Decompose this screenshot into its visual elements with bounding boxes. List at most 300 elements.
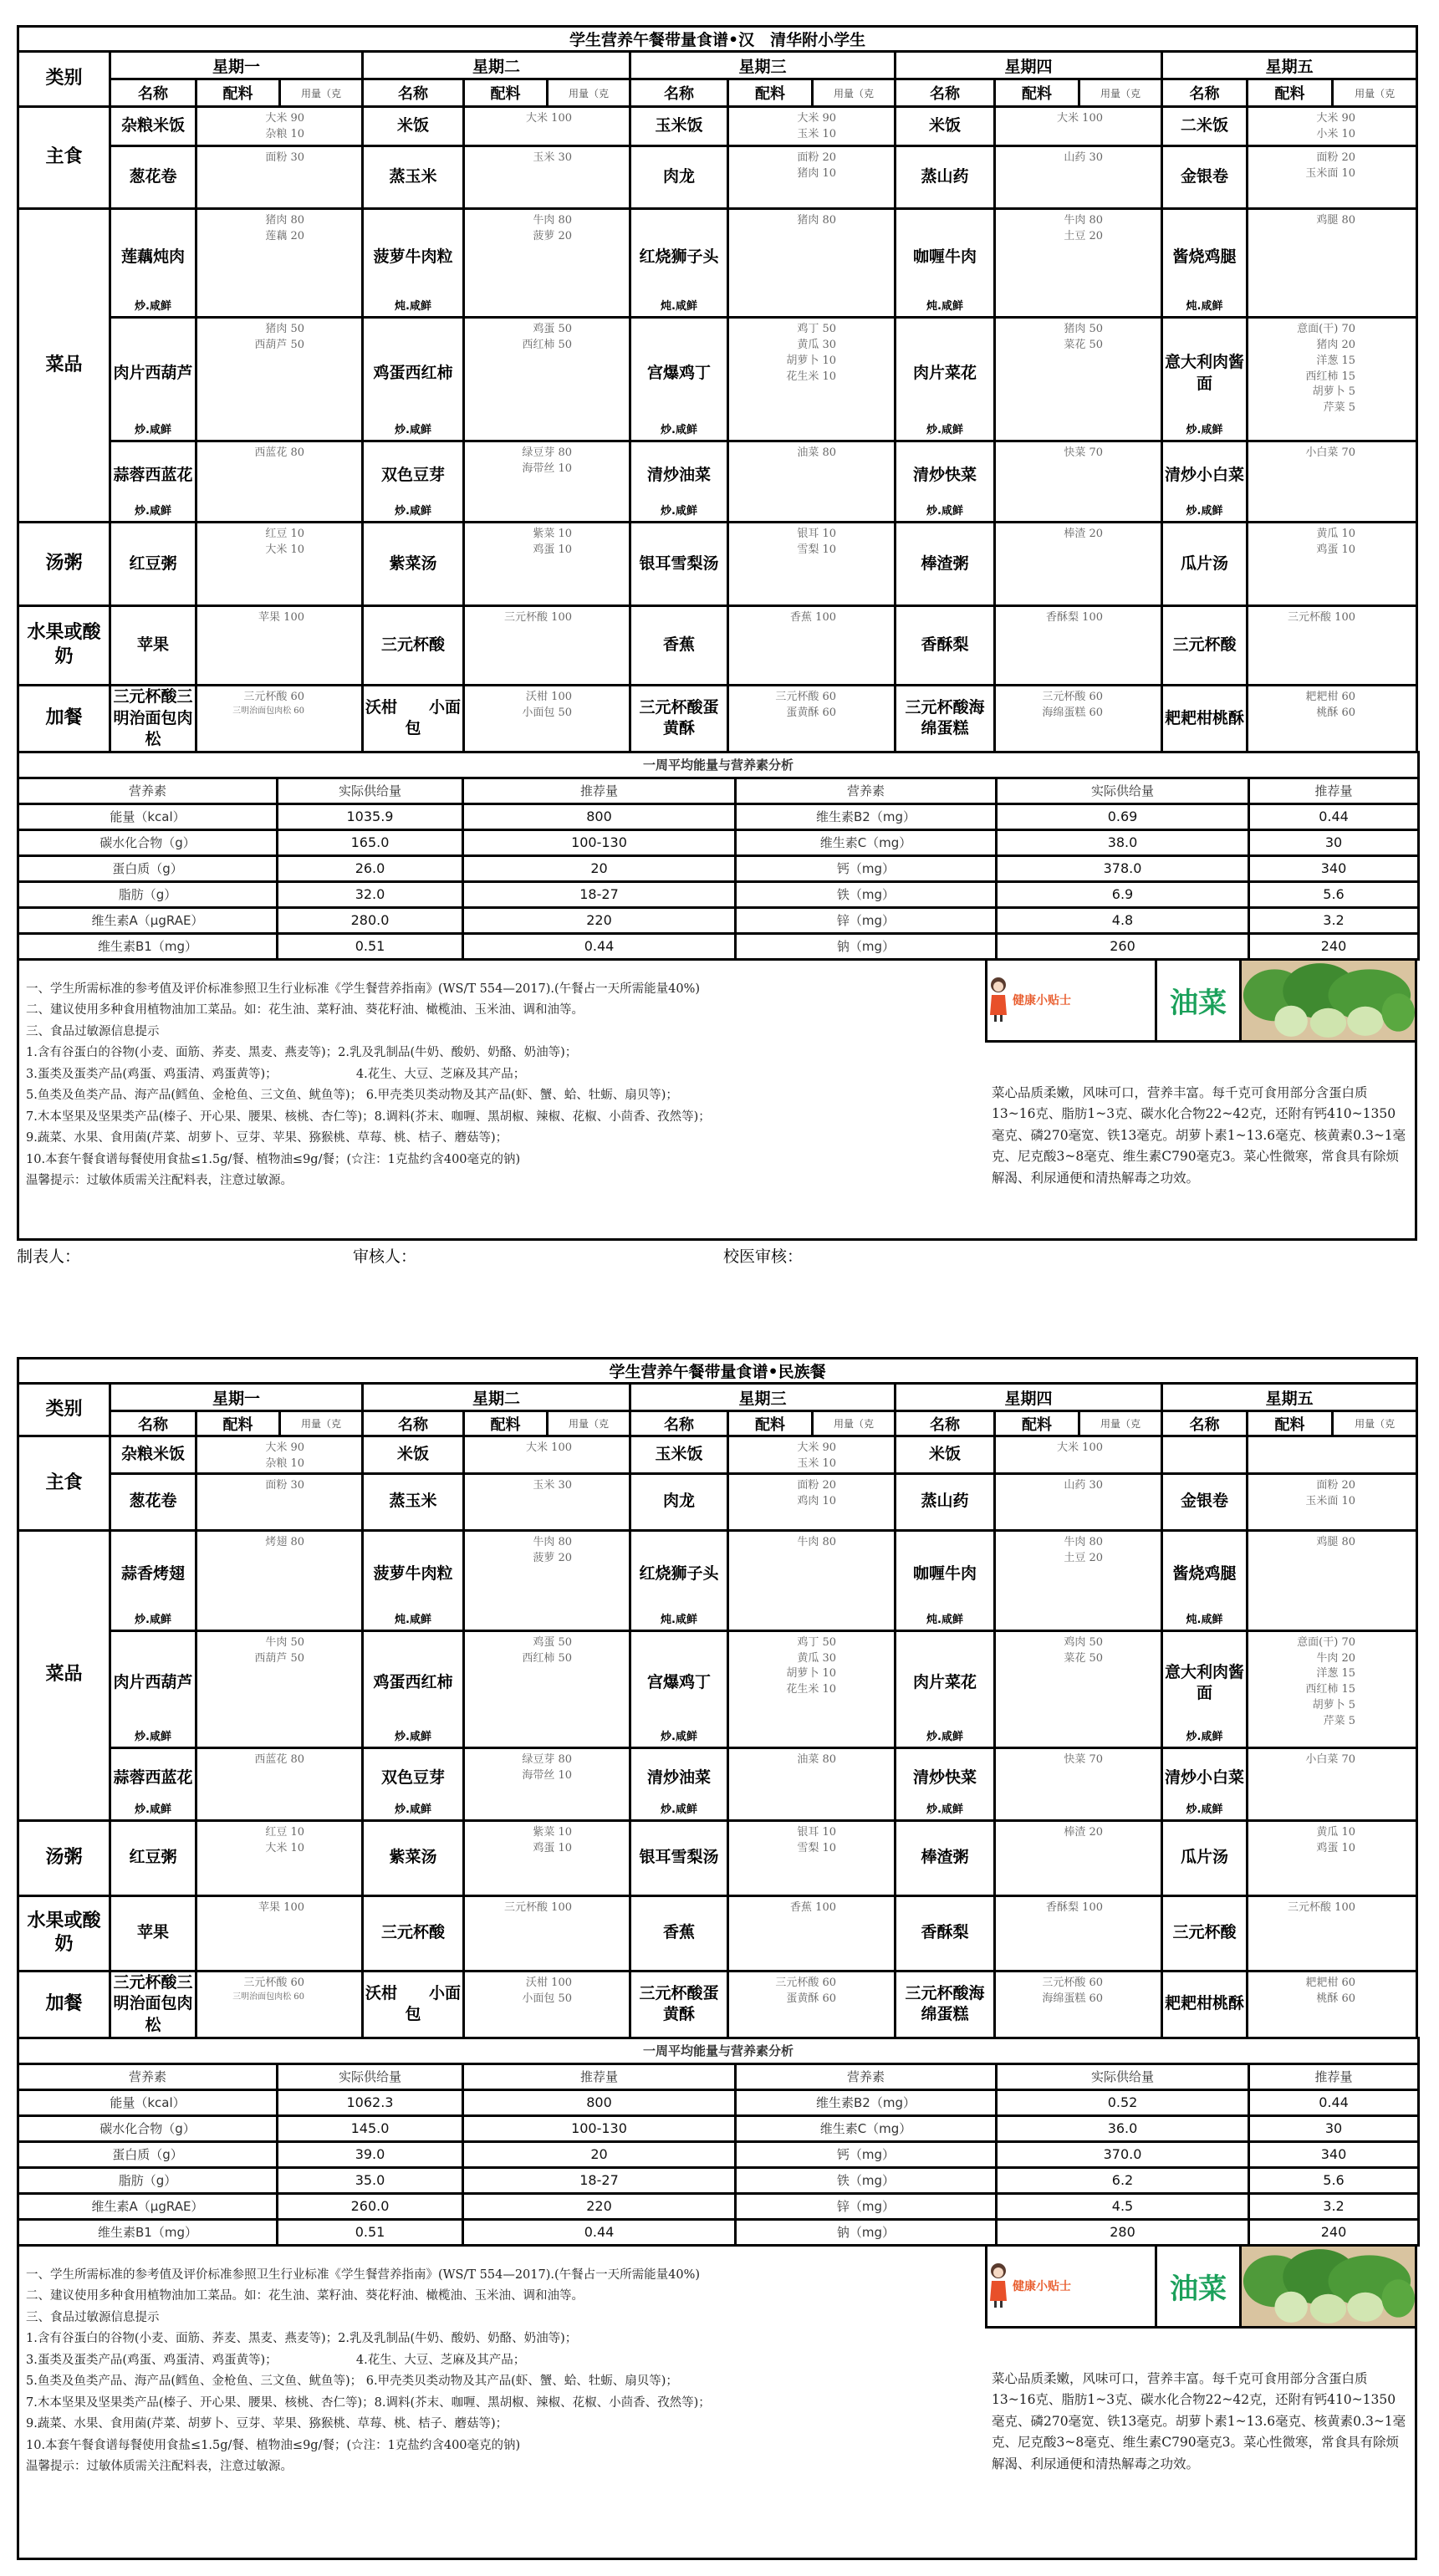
dish-cell	[1162, 686, 1248, 752]
category-label: 汤粥	[18, 1820, 110, 1895]
dish-name: 肉片西葫芦	[113, 1673, 193, 1692]
ingredient-item: 大米 10	[265, 543, 304, 556]
cooking-method: 炒.咸鲜	[395, 1803, 431, 1817]
nutrition-row	[18, 2089, 1419, 2115]
ingredient-cell	[1248, 1473, 1417, 1530]
ingredient-cell	[196, 318, 363, 441]
name-header: 名称	[896, 1411, 995, 1436]
ingredient-item: 面粉 30	[265, 1478, 304, 1492]
ingredient-cell	[196, 606, 363, 686]
ingredient-item: 面粉 20	[797, 151, 836, 164]
ingredient-item: 棒渣 20	[1064, 1825, 1103, 1839]
menu-sheet-ethnic	[17, 1357, 1417, 2560]
ingredient-cell	[464, 209, 630, 318]
ingredient-item: 西蓝花 80	[254, 1752, 304, 1766]
cooking-method: 炒.咸鲜	[395, 424, 431, 437]
note-line: 9.蔬菜、水果、食用菌(芹菜、胡萝卜、豆芽、苹果、猕猴桃、草莓、桃、桔子、蘑菇等)；	[26, 2417, 508, 2431]
day-header: 星期一	[110, 1384, 363, 1411]
ingredient-header: 配料	[728, 1411, 813, 1436]
actual-value: 6.9	[997, 881, 1249, 907]
nutrient-name: 维生素A（μgRAE）	[18, 907, 278, 933]
amount-header: 用量（克	[813, 79, 896, 107]
ingredient-item: 牛肉 20	[1316, 1651, 1355, 1665]
dish-cell	[630, 1530, 728, 1630]
dish-cell	[896, 606, 995, 686]
ingredient-item: 三元杯酸 60	[1042, 691, 1103, 703]
dish-cell	[363, 1473, 464, 1530]
ingredient-cell	[196, 107, 363, 146]
amount-header: 用量（克	[548, 79, 630, 107]
nutrient-name: 脂肪（g）	[18, 2167, 278, 2193]
nutrient-name: 钠（mg）	[736, 2219, 997, 2245]
category-label: 菜品	[18, 209, 110, 523]
dish-name: 双色豆芽	[380, 1767, 445, 1787]
day-header-row	[18, 52, 1417, 79]
dish-cell	[110, 146, 196, 209]
dish-cell	[363, 1436, 464, 1474]
recommended-value: 30	[1249, 829, 1419, 855]
dish-cell	[110, 1530, 196, 1630]
dish-cell	[110, 318, 196, 441]
nutrition-header: 实际供给量	[278, 2063, 463, 2089]
ingredient-header: 配料	[995, 79, 1079, 107]
name-header: 名称	[1162, 1411, 1248, 1436]
ingredient-cell	[1248, 1436, 1417, 1474]
ingredient-cell	[196, 1820, 363, 1895]
recommended-value: 340	[1249, 855, 1419, 881]
ingredient-item: 牛肉 80	[1064, 214, 1103, 227]
tip-header	[985, 958, 1415, 1043]
dish-name: 红豆粥	[129, 1848, 177, 1867]
nutrient-name: 能量（kcal）	[18, 2089, 278, 2115]
menu-row	[18, 1530, 1417, 1630]
title-row	[18, 1359, 1417, 1384]
cooking-method: 炖.咸鲜	[1186, 300, 1223, 314]
ingredient-item: 绿豆芽 80	[522, 446, 572, 459]
actual-value: 280	[997, 2219, 1249, 2245]
dish-cell	[1162, 1630, 1248, 1747]
ingredient-item: 西红柿 15	[1305, 370, 1355, 383]
ingredient-cell	[1248, 1971, 1417, 2038]
dish-cell	[630, 1895, 728, 1971]
cooking-method: 炒.咸鲜	[395, 505, 431, 518]
ingredient-cell	[728, 1530, 896, 1630]
ingredient-item: 耙耙柑 60	[1305, 1976, 1355, 1989]
ingredient-cell	[995, 1971, 1162, 2038]
dish-cell	[1162, 1971, 1248, 2038]
day-header: 星期一	[110, 52, 363, 79]
cooking-method: 炒.咸鲜	[1186, 505, 1223, 518]
dish-cell	[1162, 146, 1248, 209]
ingredient-item: 玉米面 10	[1305, 166, 1355, 180]
nutrient-name: 维生素B1（mg）	[18, 933, 278, 959]
tip-header	[985, 2244, 1415, 2329]
dish-cell	[1162, 1473, 1248, 1530]
ingredient-item: 胡萝卜 5	[1312, 1699, 1355, 1712]
dish-cell	[896, 146, 995, 209]
ingredient-item: 西红柿 15	[1305, 1683, 1355, 1696]
ingredient-item: 桃酥 60	[1316, 1992, 1355, 2005]
ingredient-item: 黄瓜 30	[797, 338, 836, 351]
nutrient-name: 脂肪（g）	[18, 881, 278, 907]
dish-cell	[630, 1747, 728, 1820]
recommended-value: 5.6	[1249, 2167, 1419, 2193]
menu-row	[18, 107, 1417, 146]
ingredient-item: 三元杯酸 60	[1042, 1976, 1103, 1989]
vegetable-photo	[1242, 961, 1415, 1040]
health-tip-logo	[987, 2247, 1157, 2326]
nutrient-name: 铁（mg）	[736, 2167, 997, 2193]
recommended-value: 20	[463, 2141, 736, 2167]
category-label: 主食	[18, 1436, 110, 1531]
name-header: 名称	[630, 79, 728, 107]
ingredient-cell	[728, 606, 896, 686]
ingredient-item: 土豆 20	[1064, 1551, 1103, 1564]
ingredient-item: 西葫芦 50	[254, 1651, 304, 1665]
menu-row	[18, 1971, 1417, 2038]
ingredient-item: 海带丝 10	[522, 462, 572, 475]
dish-name: 二米饭	[1180, 116, 1228, 135]
dish-name: 宫爆鸡丁	[646, 363, 711, 382]
ingredient-item: 玉米面 10	[1305, 1494, 1355, 1507]
ingredient-item: 三元杯酸 100	[1288, 611, 1355, 624]
dish-name: 三元杯酸	[380, 635, 445, 655]
category-header: 类别	[18, 1384, 110, 1436]
nutrition-header: 推荐量	[1249, 2063, 1419, 2089]
cooking-method: 炖.咸鲜	[661, 300, 697, 314]
recommended-value: 0.44	[1249, 2089, 1419, 2115]
actual-value: 1035.9	[278, 803, 463, 829]
dish-cell	[110, 107, 196, 146]
dish-name: 紫菜汤	[389, 1848, 437, 1867]
ingredient-cell	[995, 146, 1162, 209]
ingredient-cell	[464, 1971, 630, 2038]
ingredient-cell	[196, 1895, 363, 1971]
dish-cell	[1162, 107, 1248, 146]
category-label: 水果或酸奶	[18, 606, 110, 686]
ingredient-item: 土豆 20	[1064, 229, 1103, 242]
ingredient-cell	[995, 1530, 1162, 1630]
vegetable-description: 菜心品质柔嫩，风味可口，营养丰富。每千克可食用部分含蛋白质13~16克、脂肪1~3克、碳水化合物22~42克，还附有钙410~1350毫克、磷270毫宽、铁13毫克。胡萝卜素1~13.6毫克、核黄素0.3~1毫克、尼克酸3~8毫克、维生素C790毫克3。菜心性微寒，常食具有除烦解渴、利尿通便和清热解毒之功效。	[992, 2370, 1406, 2471]
dish-cell	[1162, 1436, 1248, 1474]
recommended-value: 800	[463, 803, 736, 829]
ingredient-item: 三元杯酸 60	[775, 691, 836, 703]
ingredient-item: 菠萝 20	[533, 1551, 572, 1564]
nutrition-row	[18, 2219, 1419, 2245]
dish-cell	[363, 606, 464, 686]
recommended-value: 800	[463, 2089, 736, 2115]
day-header: 星期四	[896, 1384, 1162, 1411]
recommended-value: 20	[463, 855, 736, 881]
ingredient-item: 香蕉 100	[790, 611, 836, 624]
ingredient-item: 大米 100	[526, 112, 572, 125]
nutrition-title-row	[18, 2038, 1419, 2063]
note-line: 三、食品过敏源信息提示	[26, 2310, 160, 2324]
cooking-method: 炖.咸鲜	[926, 1614, 963, 1627]
note-line: 3.蛋类及蛋类产品(鸡蛋、鸡蛋清、鸡蛋黄等)； 4.花生、大豆、芝麻及其产品；	[26, 2353, 526, 2367]
dish-name: 咖喱牛肉	[912, 247, 977, 266]
dish-cell	[110, 441, 196, 523]
dish-cell	[110, 1436, 196, 1474]
dish-cell	[896, 1473, 995, 1530]
health-tip-logo-text: 健康小贴士	[1013, 2280, 1071, 2294]
ingredient-item: 大米 90	[797, 112, 836, 125]
ingredient-item: 面粉 20	[797, 1478, 836, 1492]
ingredient-item: 香酥梨 100	[1046, 611, 1103, 624]
dish-name: 棒渣粥	[921, 1848, 969, 1867]
dish-name: 清炒小白菜	[1165, 466, 1245, 485]
ingredient-item: 紫菜 10	[533, 528, 572, 540]
dish-cell	[110, 1971, 196, 2038]
amount-header: 用量（克	[1079, 79, 1162, 107]
ingredient-item: 鸡肉 10	[797, 1494, 836, 1507]
maker-label: 制表人：	[17, 1247, 81, 1266]
allergen-notes	[19, 2247, 985, 2558]
nutrition-row	[18, 907, 1419, 933]
ingredient-cell	[1248, 1747, 1417, 1820]
health-tip-logo-text: 健康小贴士	[1013, 994, 1071, 1008]
nutrition-header-row	[18, 2063, 1419, 2089]
cooking-method: 炖.咸鲜	[395, 300, 431, 314]
nutrition-row	[18, 803, 1419, 829]
dish-cell	[630, 318, 728, 441]
nutrition-table	[17, 2037, 1420, 2247]
menu-title: 学生营养午餐带量食谱•民族餐	[18, 1359, 1417, 1384]
nutrient-name: 维生素B1（mg）	[18, 2219, 278, 2245]
ingredient-cell	[728, 318, 896, 441]
featured-vegetable-name: 油菜	[1157, 961, 1242, 1040]
ingredient-item: 大米 90	[265, 112, 304, 125]
day-header: 星期二	[363, 52, 630, 79]
cooking-method: 炒.咸鲜	[926, 1731, 963, 1744]
ingredient-item: 三元杯酸 100	[504, 611, 572, 624]
category-label: 加餐	[18, 1971, 110, 2038]
ingredient-item: 杂粮 10	[265, 127, 304, 140]
dish-name: 苹果	[136, 1923, 169, 1942]
nutrient-name: 维生素C（mg）	[736, 829, 997, 855]
name-header: 名称	[1162, 79, 1248, 107]
dish-name: 耙耙柑桃酥	[1165, 708, 1245, 727]
menu-row	[18, 209, 1417, 318]
ingredient-item: 鸡蛋 50	[533, 323, 572, 335]
ingredient-item: 鸡腿 80	[1316, 1535, 1355, 1548]
ingredient-cell	[728, 1436, 896, 1474]
category-label: 主食	[18, 107, 110, 209]
dish-cell	[896, 1436, 995, 1474]
menu-row	[18, 523, 1417, 606]
ingredient-item: 三明治面包肉松 60	[232, 1992, 304, 2002]
nutrient-name: 钠（mg）	[736, 933, 997, 959]
note-line: 5.鱼类及鱼类产品、海产品(鳕鱼、金枪鱼、三文鱼、鱿鱼等)； 6.甲壳类贝类动物及其产品(虾、蟹、蛤、牡蛎、扇贝等)；	[26, 2375, 678, 2389]
dish-cell	[363, 523, 464, 606]
dish-name: 红烧狮子头	[639, 247, 719, 266]
dish-cell	[896, 523, 995, 606]
ingredient-item: 花生米 10	[786, 1683, 836, 1696]
dish-name: 三元杯酸	[1172, 635, 1237, 655]
cooking-method: 炒.咸鲜	[135, 505, 171, 518]
ingredient-item: 桃酥 60	[1316, 706, 1355, 719]
ingredient-cell	[1248, 209, 1417, 318]
amount-header: 用量（克	[1079, 1411, 1162, 1436]
dish-name: 三元杯酸海绵蛋糕	[905, 697, 985, 738]
ingredient-item: 鸡蛋 10	[533, 543, 572, 556]
nutrient-name: 维生素B2（mg）	[736, 803, 997, 829]
recommended-value: 0.44	[1249, 803, 1419, 829]
dish-cell	[630, 1473, 728, 1530]
dish-cell	[896, 209, 995, 318]
dish-cell	[896, 318, 995, 441]
dish-name: 沃柑 小面包	[365, 1983, 462, 2024]
ingredient-item: 菜花 50	[1064, 338, 1103, 351]
category-label: 菜品	[18, 1530, 110, 1820]
ingredient-item: 耙耙柑 60	[1305, 691, 1355, 703]
ingredient-item: 绿豆芽 80	[522, 1752, 572, 1766]
ingredient-item: 小面包 50	[522, 1992, 572, 2005]
nutrition-header: 推荐量	[463, 2063, 736, 2089]
dish-name: 三元杯酸三明治面包肉松	[113, 1972, 193, 2034]
dish-name: 宫爆鸡丁	[646, 1673, 711, 1692]
dish-cell	[110, 606, 196, 686]
ingredient-cell	[995, 1820, 1162, 1895]
ingredient-cell	[728, 1971, 896, 2038]
ingredient-cell	[995, 209, 1162, 318]
dish-name: 银耳雪梨汤	[639, 553, 719, 573]
menu-row	[18, 606, 1417, 686]
actual-value: 39.0	[278, 2141, 463, 2167]
day-header: 星期三	[630, 1384, 896, 1411]
ingredient-item: 大米 100	[1057, 112, 1103, 125]
ingredient-item: 意面(干) 70	[1297, 323, 1355, 335]
nutrient-name: 碳水化合物（g）	[18, 2115, 278, 2141]
note-line: 二、建议使用多种食用植物油加工菜品。如：花生油、菜籽油、葵花籽油、橄榄油、玉米油、调和油等。	[26, 1003, 584, 1018]
amount-header: 用量（克	[813, 1411, 896, 1436]
cooking-method: 炒.咸鲜	[135, 1803, 171, 1817]
dish-name: 玉米饭	[655, 116, 703, 135]
ingredient-item: 三元杯酸 100	[1288, 1900, 1355, 1914]
ingredient-item: 牛肉 80	[1064, 1535, 1103, 1548]
ingredient-cell	[728, 107, 896, 146]
actual-value: 4.5	[997, 2193, 1249, 2219]
allergen-notes	[19, 961, 985, 1238]
ingredient-item: 快菜 70	[1064, 446, 1103, 459]
ingredient-item: 牛肉 50	[265, 1635, 304, 1649]
dish-name: 苹果	[136, 635, 169, 655]
ingredient-cell	[464, 1747, 630, 1820]
ingredient-item: 雪梨 10	[797, 1841, 836, 1854]
ingredient-cell	[995, 686, 1162, 752]
nutrition-row	[18, 2193, 1419, 2219]
ingredient-cell	[196, 1436, 363, 1474]
ingredient-item: 鸡蛋 10	[1316, 1841, 1355, 1854]
dish-cell	[363, 1971, 464, 2038]
nutrient-name: 维生素A（μgRAE）	[18, 2193, 278, 2219]
dish-cell	[896, 107, 995, 146]
dish-cell	[363, 1820, 464, 1895]
dish-cell	[363, 209, 464, 318]
ingredient-item: 三明治面包肉松 60	[232, 706, 304, 716]
signature-row	[17, 1244, 1020, 1269]
ingredient-item: 海绵蛋糕 60	[1042, 706, 1103, 719]
dish-name: 瓜片汤	[1180, 553, 1228, 573]
ingredient-item: 油菜 80	[797, 1752, 836, 1766]
ingredient-item: 海绵蛋糕 60	[1042, 1992, 1103, 2005]
ingredient-item: 蛋黄酥 60	[786, 706, 836, 719]
nutrition-table	[17, 751, 1420, 961]
menu-row	[18, 1895, 1417, 1971]
ingredient-item: 三元杯酸 60	[775, 1976, 836, 1989]
dish-cell	[363, 1530, 464, 1630]
ingredient-cell	[464, 1436, 630, 1474]
cooking-method: 炒.咸鲜	[135, 1614, 171, 1627]
recommended-value: 30	[1249, 2115, 1419, 2141]
nutrition-header: 营养素	[18, 778, 278, 803]
dish-name: 蒜香烤翅	[120, 1564, 185, 1584]
dish-name: 双色豆芽	[380, 466, 445, 485]
ingredient-cell	[728, 146, 896, 209]
ingredient-header: 配料	[728, 79, 813, 107]
ingredient-cell	[995, 606, 1162, 686]
notes-section	[17, 2247, 1417, 2560]
ingredient-cell	[196, 146, 363, 209]
cooking-method: 炒.咸鲜	[1186, 1731, 1223, 1744]
note-line: 三、食品过敏源信息提示	[26, 1024, 160, 1038]
dish-cell	[110, 1895, 196, 1971]
dish-name: 清炒油菜	[646, 466, 711, 485]
ingredient-cell	[196, 1473, 363, 1530]
ingredient-item: 猪肉 80	[797, 214, 836, 227]
amount-header: 用量（克	[548, 1411, 630, 1436]
bok-choy-image	[1242, 961, 1415, 1040]
menu-row	[18, 686, 1417, 752]
dish-cell	[363, 1747, 464, 1820]
dish-cell	[1162, 441, 1248, 523]
nutrient-name: 蛋白质（g）	[18, 2141, 278, 2167]
ingredient-item: 西葫芦 50	[254, 338, 304, 351]
cooking-method: 炒.咸鲜	[135, 424, 171, 437]
ingredient-cell	[464, 1820, 630, 1895]
note-line: 二、建议使用多种食用植物油加工菜品。如：花生油、菜籽油、葵花籽油、橄榄油、玉米油、调和油等。	[26, 2289, 584, 2303]
dish-cell	[630, 523, 728, 606]
ingredient-item: 大米 90	[1316, 112, 1355, 125]
ingredient-item: 红豆 10	[265, 528, 304, 540]
ingredient-item: 红豆 10	[265, 1825, 304, 1839]
ingredient-cell	[464, 523, 630, 606]
ingredient-item: 苹果 100	[258, 1900, 304, 1914]
dish-name: 三元杯酸	[1172, 1923, 1237, 1942]
dish-cell	[110, 1820, 196, 1895]
ingredient-item: 牛肉 80	[533, 214, 572, 227]
ingredient-cell	[995, 441, 1162, 523]
dish-cell	[363, 1630, 464, 1747]
ingredient-item: 猪肉 80	[265, 214, 304, 227]
ingredient-cell	[728, 441, 896, 523]
nutrition-header: 实际供给量	[997, 778, 1249, 803]
dish-cell	[630, 686, 728, 752]
dish-cell	[630, 1436, 728, 1474]
dish-cell	[110, 523, 196, 606]
dish-name: 酱烧鸡腿	[1172, 247, 1237, 266]
dish-cell	[896, 441, 995, 523]
ingredient-item: 鸡丁 50	[797, 323, 836, 335]
menu-row	[18, 146, 1417, 209]
notes-section	[17, 961, 1417, 1241]
nutrition-title: 一周平均能量与营养素分析	[18, 2038, 1419, 2063]
ingredient-cell	[1248, 523, 1417, 606]
name-header: 名称	[110, 1411, 196, 1436]
ingredient-item: 大米 10	[265, 1841, 304, 1854]
ingredient-cell	[728, 1820, 896, 1895]
dish-cell	[1162, 606, 1248, 686]
